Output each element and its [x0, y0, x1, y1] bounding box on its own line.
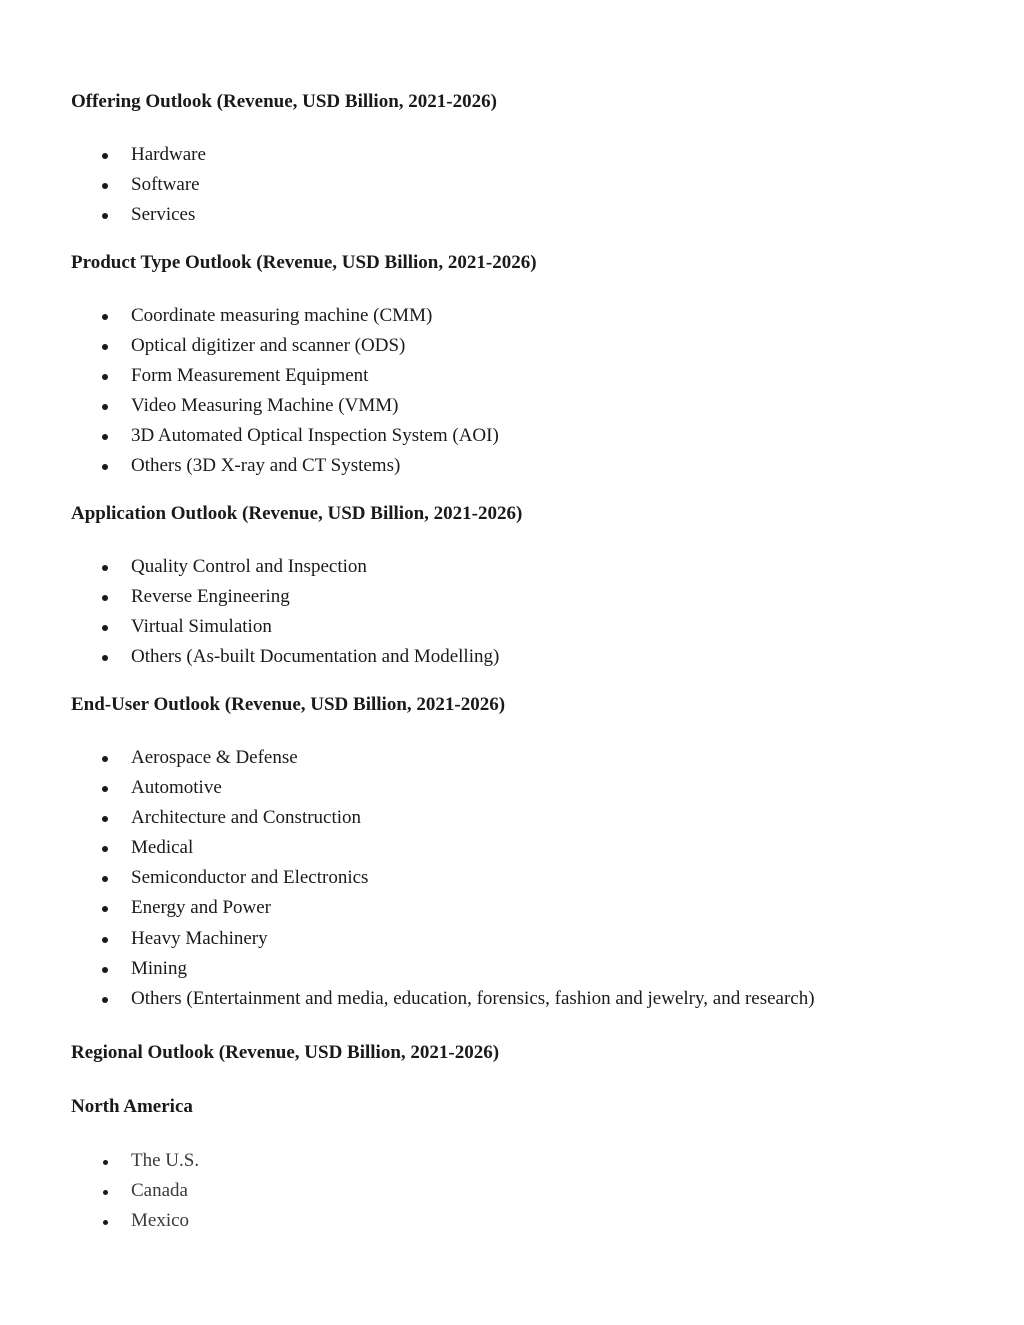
north-america-heading: North America: [71, 1096, 193, 1117]
bullet-icon: [102, 374, 108, 380]
document-page: Offering Outlook (Revenue, USD Billion, 2021-2026) Hardware Software Services Product Type Outlook (Revenue, USD Billion, 2021-2026) Coordinate measuring machine (CMM) Optical digitizer and scanner (ODS) Form Measurement Equipment Video Measuring Machine (VMM) 3D Automated Optical Inspection System (AOI) Others (3D X-ray and CT Systems) Application Outlook (Revenue, USD Billion, 2021-2026) Quality Control and Inspection Reverse Engineering Virtual Simulation Others (As-built Documentation and Modelling) End-User Outlook (Revenue, USD Billion, 2021-2026) Aerospace & Defense Automotive Architecture and Construction Medical Semiconductor and Electronics Energy and Power Heavy Machinery Mining Others (Entertainment and media, education, forensics, fashion and jewelry, and research) Regional Outlook (Revenue, USD Billion, 2021-2026) North America The U.S. Canada Mexico: [71, 91, 815, 1232]
bullet-icon: [102, 344, 108, 350]
bullet-icon: [102, 876, 108, 882]
bullet-icon: [102, 967, 108, 973]
bullet-icon: [102, 595, 108, 601]
bullet-icon: [103, 1220, 108, 1225]
offering-outlook-heading: Offering Outlook (Revenue, USD Billion, 2021-2026): [71, 91, 497, 112]
bullet-icon: [102, 655, 108, 661]
bullet-icon: [103, 1160, 108, 1165]
bullet-icon: [102, 937, 108, 943]
bullet-icon: [102, 997, 108, 1003]
bullet-icon: [102, 434, 108, 440]
bullet-icon: [102, 565, 108, 571]
bullet-icon: [102, 153, 108, 159]
bullet-icon: [102, 464, 108, 470]
application-outlook-heading: Application Outlook (Revenue, USD Billion, 2021-2026): [71, 503, 523, 524]
bullet-icon: [102, 756, 108, 762]
bullet-icon: [102, 906, 108, 912]
bullet-icon: [102, 314, 108, 320]
bullet-icon: [102, 625, 108, 631]
bullet-icon: [102, 816, 108, 822]
bullet-icon: [102, 786, 108, 792]
bullet-icon: [102, 846, 108, 852]
bullet-icon: [102, 404, 108, 410]
regional-outlook-heading: Regional Outlook (Revenue, USD Billion, 2021-2026): [71, 1042, 500, 1063]
bullet-icon: [102, 213, 108, 219]
end-user-outlook-heading: End-User Outlook (Revenue, USD Billion, 2021-2026): [71, 694, 506, 715]
bullet-icon: [102, 183, 108, 189]
bullet-icon: [103, 1190, 108, 1195]
product-type-outlook-heading: Product Type Outlook (Revenue, USD Billion, 2021-2026): [71, 252, 537, 273]
